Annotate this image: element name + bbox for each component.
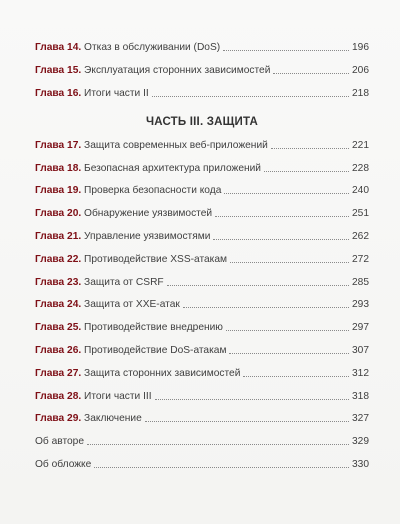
toc-entry — [35, 252, 369, 266]
dot-leader — [224, 192, 349, 194]
toc-entry — [35, 86, 369, 100]
dot-leader — [273, 72, 349, 74]
dot-leader — [183, 306, 349, 308]
chapter-number: Глава 29. — [35, 413, 82, 424]
part-heading: ЧАСТЬ III. ЗАЩИТА — [145, 116, 259, 128]
section-title: Об обложке — [35, 459, 92, 470]
dot-leader — [167, 284, 349, 286]
chapter-title: Противодействие XSS-атакам — [84, 254, 228, 265]
page-number: 206 — [352, 65, 369, 76]
page-number: 318 — [352, 391, 369, 402]
toc-entry — [35, 40, 369, 54]
chapter-title: Защита от XXE-атак — [84, 299, 180, 310]
chapter-number: Глава 21. — [35, 231, 82, 242]
dot-leader — [152, 95, 349, 97]
toc-entry — [35, 343, 369, 357]
chapter-title: Противодействие DoS-атакам — [84, 345, 227, 356]
page-number: 330 — [352, 459, 369, 470]
dot-leader — [271, 147, 349, 149]
page-number: 312 — [352, 368, 369, 379]
dot-leader — [94, 466, 349, 468]
chapter-number: Глава 27. — [35, 368, 82, 379]
chapter-number: Глава 25. — [35, 322, 82, 333]
chapter-title: Защита от CSRF — [84, 277, 164, 288]
toc-entry — [35, 411, 369, 425]
toc-entry — [35, 366, 369, 380]
chapter-title: Безопасная архитектура приложений — [84, 163, 261, 174]
toc-entry — [35, 229, 369, 243]
chapter-number: Глава 20. — [35, 208, 82, 219]
chapter-number: Глава 26. — [35, 345, 82, 356]
chapter-title: Проверка безопасности кода — [84, 185, 222, 196]
toc-entry — [35, 138, 369, 152]
page-number: 307 — [352, 345, 369, 356]
chapter-number: Глава 17. — [35, 140, 82, 151]
toc-entry — [35, 457, 369, 471]
dot-leader — [229, 352, 349, 354]
table-of-contents — [35, 0, 369, 524]
page-number: 329 — [352, 436, 369, 447]
chapter-number: Глава 28. — [35, 391, 82, 402]
page-number: 262 — [352, 231, 369, 242]
chapter-number: Глава 14. — [35, 42, 82, 53]
chapter-number: Глава 18. — [35, 163, 82, 174]
dot-leader — [213, 238, 349, 240]
dot-leader — [87, 443, 349, 445]
dot-leader — [145, 420, 349, 422]
chapter-number: Глава 16. — [35, 88, 82, 99]
toc-entry — [35, 63, 369, 77]
toc-entry — [35, 206, 369, 220]
chapter-number: Глава 24. — [35, 299, 82, 310]
chapter-title: Эксплуатация сторонних зависимостей — [84, 65, 271, 76]
page-number: 218 — [352, 88, 369, 99]
chapter-number: Глава 15. — [35, 65, 82, 76]
page-number: 240 — [352, 185, 369, 196]
page-number: 272 — [352, 254, 369, 265]
chapter-number: Глава 19. — [35, 185, 82, 196]
chapter-number: Глава 22. — [35, 254, 82, 265]
toc-entry — [35, 183, 369, 197]
dot-leader — [226, 329, 349, 331]
page-number: 196 — [352, 42, 369, 53]
chapter-title: Защита современных веб-приложений — [84, 140, 268, 151]
dot-leader — [223, 49, 349, 51]
page-number: 285 — [352, 277, 369, 288]
dot-leader — [155, 398, 349, 400]
chapter-title: Отказ в обслуживании (DoS) — [84, 42, 221, 53]
chapter-title: Обнаружение уязвимостей — [84, 208, 213, 219]
chapter-title: Заключение — [84, 413, 142, 424]
dot-leader — [230, 261, 349, 263]
page-number: 327 — [352, 413, 369, 424]
page-number: 221 — [352, 140, 369, 151]
dot-leader — [264, 170, 349, 172]
toc-entry — [35, 275, 369, 289]
chapter-title: Итоги части III — [84, 391, 152, 402]
dot-leader — [215, 215, 349, 217]
toc-entry — [35, 320, 369, 334]
chapter-title: Защита сторонних зависимостей — [84, 368, 241, 379]
chapter-number: Глава 23. — [35, 277, 82, 288]
chapter-title: Противодействие внедрению — [84, 322, 223, 333]
toc-entry — [35, 161, 369, 175]
chapter-title: Управление уязвимостями — [84, 231, 211, 242]
chapter-title: Итоги части II — [84, 88, 149, 99]
toc-entry — [35, 434, 369, 448]
toc-entry — [35, 297, 369, 311]
page-number: 228 — [352, 163, 369, 174]
page-number: 297 — [352, 322, 369, 333]
page-number: 293 — [352, 299, 369, 310]
dot-leader — [243, 375, 349, 377]
section-title: Об авторе — [35, 436, 84, 447]
toc-entry — [35, 389, 369, 403]
page-number: 251 — [352, 208, 369, 219]
